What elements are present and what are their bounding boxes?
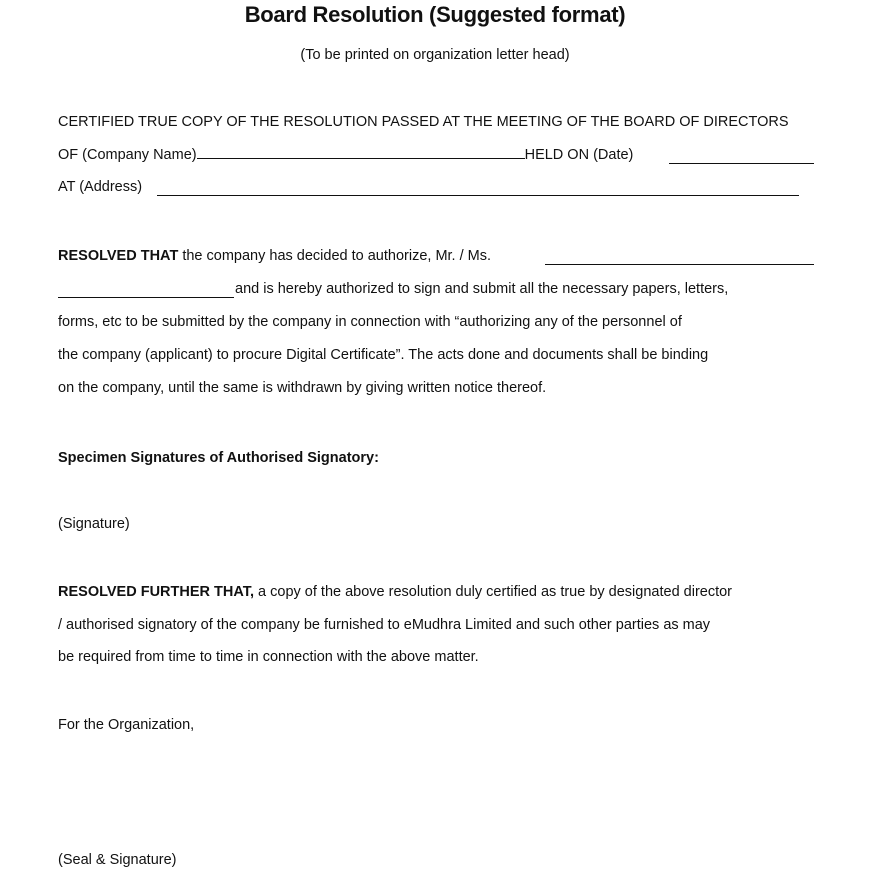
resolved-further-line2: / authorised signatory of the company be furnished to eMudhra Limited and such other parties as may [58, 617, 711, 633]
resolved-that-line4: the company (applicant) to procure Digital Certificate”. The acts done and documents shall be binding [58, 347, 709, 363]
resolved-further-lead: RESOLVED FURTHER THAT, [58, 584, 255, 600]
resolved-that-lead: RESOLVED THAT [58, 248, 179, 264]
document-subtitle: (To be printed on organization letter head) [300, 47, 570, 63]
resolved-further-line3: be required from time to time in connection with the above matter. [58, 649, 479, 665]
seal-signature: (Seal & Signature) [58, 852, 177, 868]
resolved-that-line1 [58, 248, 491, 264]
address-blank[interactable] [157, 195, 799, 196]
address-label: AT (Address) [58, 179, 143, 195]
resolved-that-line3: forms, etc to be submitted by the company in connection with “authorizing any of the personnel of [58, 314, 682, 330]
authorized-person-blank-1[interactable] [545, 264, 814, 265]
company-label: OF (Company Name) [58, 147, 197, 163]
for-organization: For the Organization, [58, 717, 195, 733]
resolved-further-text1: a copy of the above resolution duly certified as true by designated director [254, 584, 733, 600]
resolved-further-line1 [58, 584, 732, 600]
certified-line: CERTIFIED TRUE COPY OF THE RESOLUTION PASSED AT THE MEETING OF THE BOARD OF DIRECTORS [58, 114, 789, 130]
resolved-that-line5: on the company, until the same is withdrawn by giving written notice thereof. [58, 380, 547, 396]
resolved-that-text1: the company has decided to authorize, Mr. / Ms. [178, 248, 492, 264]
specimen-heading: Specimen Signatures of Authorised Signatory: [58, 450, 379, 466]
held-on-label: HELD ON (Date) [524, 147, 634, 163]
document-title: Board Resolution (Suggested format) [244, 2, 626, 27]
company-row [58, 147, 633, 163]
date-blank[interactable] [669, 163, 814, 164]
company-name-blank[interactable] [197, 157, 525, 159]
resolved-that-line2: and is hereby authorized to sign and submit all the necessary papers, letters, [235, 281, 729, 297]
signature-label: (Signature) [58, 516, 130, 532]
authorized-person-blank-2[interactable] [58, 297, 234, 298]
